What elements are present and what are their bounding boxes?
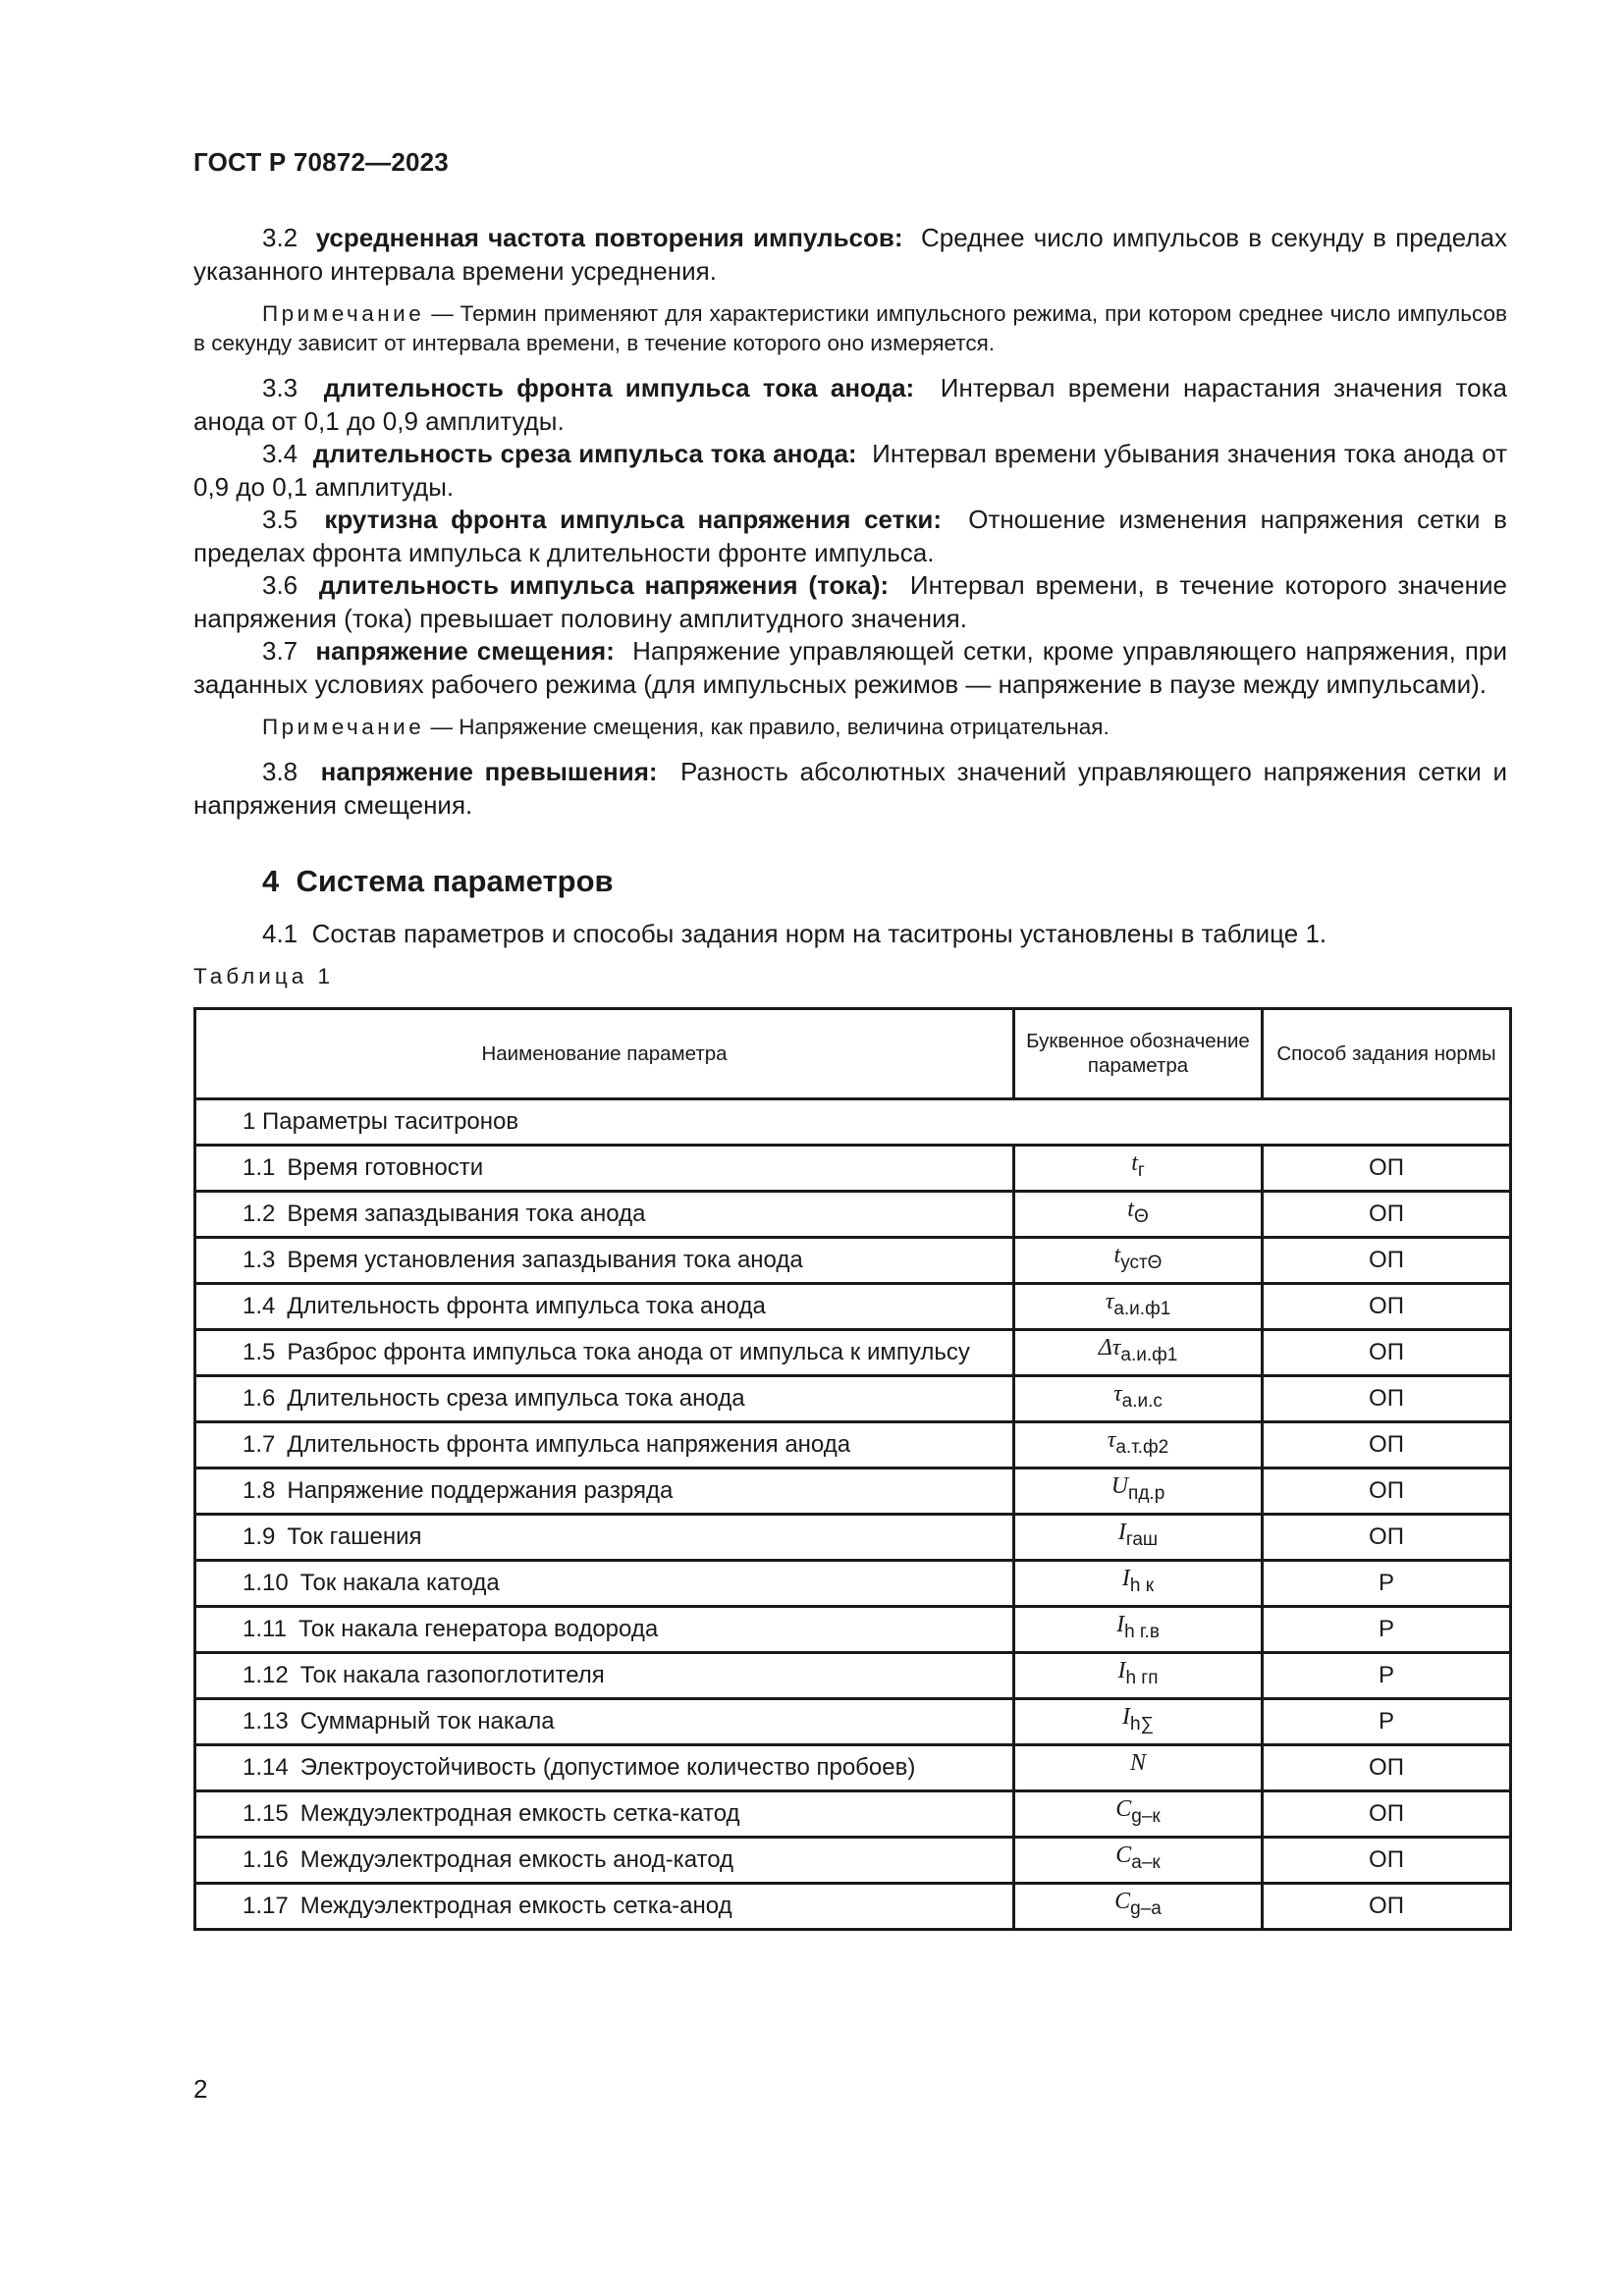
symbol-subscript: h к	[1129, 1575, 1155, 1597]
symbol-cell	[1014, 1329, 1263, 1375]
parameter-name-cell	[195, 1560, 1014, 1606]
symbol-subscript: пд.р	[1128, 1483, 1165, 1505]
norm-method: ОП	[1263, 1468, 1511, 1514]
table-row	[195, 1652, 1511, 1698]
symbol: C	[1115, 1796, 1132, 1823]
symbol-cell	[1014, 1375, 1263, 1421]
document-header: ГОСТ Р 70872—2023	[193, 147, 449, 177]
symbol: τ	[1107, 1427, 1116, 1454]
symbol-subscript: h∑	[1129, 1714, 1155, 1735]
norm-method: ОП	[1263, 1145, 1511, 1191]
symbol-subscript: а.и.ф1	[1113, 1299, 1171, 1320]
symbol: τ	[1105, 1289, 1114, 1315]
row-number: 1.2	[243, 1200, 276, 1227]
symbol-cell	[1014, 1283, 1263, 1329]
symbol: t	[1113, 1243, 1121, 1269]
parameter-name-cell	[195, 1329, 1014, 1375]
clause-3-4	[193, 438, 1507, 504]
note-2	[193, 713, 1507, 742]
table-row	[195, 1468, 1511, 1514]
parameter-name-cell	[195, 1698, 1014, 1744]
table-row	[195, 1698, 1511, 1744]
definition: Интервал времени нарастания значения тока анода от 0,1 до 0,9 амплитуды.	[193, 373, 1507, 436]
norm-method: ОП	[1263, 1283, 1511, 1329]
parameter-name-cell	[195, 1514, 1014, 1560]
symbol-cell	[1014, 1744, 1263, 1790]
symbol: I	[1121, 1566, 1130, 1592]
parameter-name: Разброс фронта импульса тока анода от импульса к импульсу	[287, 1338, 970, 1365]
symbol-cell	[1014, 1514, 1263, 1560]
symbol: C	[1115, 1842, 1132, 1869]
symbol-cell	[1014, 1191, 1263, 1237]
row-number: 1.10	[243, 1569, 289, 1596]
row-number: 1.17	[243, 1892, 289, 1919]
clause-4-1	[193, 918, 1507, 951]
table-body	[195, 1098, 1511, 1929]
row-number: 1.3	[243, 1246, 276, 1273]
norm-method: Р	[1263, 1606, 1511, 1652]
note-1	[193, 299, 1507, 358]
parameter-name: Ток накала генератора водорода	[298, 1615, 659, 1642]
definition: Напряжение управляющей сетки, кроме управляющего напряжения, при заданных условиях рабочего режима (для импульсных режимов — напряжение в паузе между импульсами).	[193, 636, 1507, 699]
row-number: 1.13	[243, 1707, 289, 1735]
row-number: 1.12	[243, 1661, 289, 1688]
parameter-name-cell	[195, 1790, 1014, 1837]
symbol-subscript: а–к	[1131, 1852, 1161, 1874]
table-row	[195, 1790, 1511, 1837]
parameter-name: Междуэлектродная емкость сетка-анод	[299, 1892, 732, 1919]
norm-method: ОП	[1263, 1421, 1511, 1468]
norm-method: Р	[1263, 1698, 1511, 1744]
header-parameter-name: Наименование параметра	[195, 1008, 1014, 1098]
symbol: I	[1117, 1658, 1126, 1684]
symbol: I	[1117, 1520, 1126, 1546]
norm-method: Р	[1263, 1652, 1511, 1698]
clause-text: Состав параметров и способы задания норм на таситроны установлены в таблице 1.	[311, 918, 1327, 948]
symbol-cell	[1014, 1560, 1263, 1606]
symbol-cell	[1014, 1421, 1263, 1468]
clause-number: 4.1	[262, 918, 298, 948]
norm-method: ОП	[1263, 1237, 1511, 1283]
table-row	[195, 1191, 1511, 1237]
parameter-name-cell	[195, 1145, 1014, 1191]
norm-method: ОП	[1263, 1883, 1511, 1929]
header-norm-method: Способ задания нормы	[1263, 1008, 1511, 1098]
section-heading	[262, 865, 1507, 898]
parameter-name: Суммарный ток накала	[299, 1707, 555, 1735]
symbol-cell	[1014, 1145, 1263, 1191]
group-label: 1 Параметры таситронов	[195, 1098, 1511, 1145]
table-group-row	[195, 1098, 1511, 1145]
parameter-name: Время запаздывания тока анода	[287, 1200, 646, 1227]
symbol-subscript: h гп	[1125, 1668, 1159, 1689]
norm-method: ОП	[1263, 1790, 1511, 1837]
table-row	[195, 1145, 1511, 1191]
table-header-row	[195, 1008, 1511, 1098]
table-caption: Таблица 1	[193, 964, 334, 988]
parameter-name-cell	[195, 1375, 1014, 1421]
symbol-cell	[1014, 1237, 1263, 1283]
symbol-cell	[1014, 1652, 1263, 1698]
symbol-subscript: g–а	[1130, 1898, 1162, 1920]
parameter-name-cell	[195, 1421, 1014, 1468]
row-number: 1.6	[243, 1384, 276, 1412]
parameters-table	[193, 1007, 1512, 1931]
row-number: 1.15	[243, 1799, 289, 1827]
row-number: 1.5	[243, 1338, 276, 1365]
symbol-cell	[1014, 1883, 1263, 1929]
row-number: 1.9	[243, 1522, 276, 1550]
clause-3-7	[193, 635, 1507, 701]
table-row	[195, 1606, 1511, 1652]
symbol-subscript: h г.в	[1124, 1622, 1160, 1643]
symbol-cell	[1014, 1698, 1263, 1744]
row-number: 1.16	[243, 1845, 289, 1873]
parameter-name: Напряжение поддержания разряда	[287, 1476, 674, 1504]
symbol-subscript: г	[1137, 1160, 1145, 1182]
parameter-name: Ток накала газопоглотителя	[299, 1661, 605, 1688]
symbol: N	[1129, 1750, 1146, 1777]
symbol: I	[1121, 1704, 1130, 1731]
parameter-name: Длительность среза импульса тока анода	[287, 1384, 745, 1412]
table-row	[195, 1560, 1511, 1606]
symbol: t	[1131, 1150, 1138, 1177]
row-number: 1.7	[243, 1430, 276, 1458]
table-row	[195, 1375, 1511, 1421]
parameter-name-cell	[195, 1837, 1014, 1883]
parameter-name: Междуэлектродная емкость анод-катод	[299, 1845, 734, 1873]
section-title: Система параметров	[296, 864, 614, 898]
parameter-name-cell	[195, 1606, 1014, 1652]
table-row	[195, 1883, 1511, 1929]
term: длительность импульса напряжения (тока):	[318, 570, 890, 600]
clause-number: 3.3	[262, 373, 298, 402]
definition: Разность абсолютных значений управляющего напряжения сетки и напряжения смещения.	[193, 757, 1507, 820]
term: напряжение смещения:	[315, 636, 615, 666]
parameter-name-cell	[195, 1468, 1014, 1514]
table-row	[195, 1514, 1511, 1560]
parameter-name: Ток накала катода	[299, 1569, 500, 1596]
norm-method: ОП	[1263, 1329, 1511, 1375]
definition: Среднее число импульсов в секунду в пределах указанного интервала времени усреднения.	[193, 223, 1508, 286]
symbol-cell	[1014, 1606, 1263, 1652]
row-number: 1.14	[243, 1753, 289, 1781]
definition: Интервал времени убывания значения тока анода от 0,9 до 0,1 амплитуды.	[193, 439, 1508, 502]
parameter-name: Ток гашения	[287, 1522, 422, 1550]
symbol: t	[1127, 1197, 1134, 1223]
term: усредненная частота повторения импульсов:	[315, 223, 903, 252]
definition: Интервал времени, в течение которого значение напряжения (тока) превышает половину амплитудного значения.	[193, 570, 1507, 633]
parameter-name: Длительность фронта импульса напряжения анода	[287, 1430, 851, 1458]
clause-3-2	[193, 222, 1507, 288]
note-label: Примечание	[262, 715, 425, 739]
symbol-cell	[1014, 1790, 1263, 1837]
clause-3-6	[193, 569, 1507, 635]
clause-3-3	[193, 372, 1507, 438]
row-number: 1.11	[243, 1615, 287, 1642]
clause-3-5	[193, 504, 1507, 569]
note-text: — Напряжение смещения, как правило, величина отрицательная.	[430, 715, 1110, 739]
section-number: 4	[262, 864, 280, 898]
symbol: U	[1110, 1473, 1129, 1500]
norm-method: ОП	[1263, 1191, 1511, 1237]
parameter-name-cell	[195, 1883, 1014, 1929]
parameter-name: Электроустойчивость (допустимое количество пробоев)	[299, 1753, 916, 1781]
clause-number: 3.4	[262, 439, 298, 468]
page-number: 2	[193, 2074, 208, 2104]
clause-number: 3.7	[262, 636, 298, 666]
symbol: C	[1114, 1889, 1131, 1915]
row-number: 1.1	[243, 1153, 276, 1181]
parameter-name-cell	[195, 1191, 1014, 1237]
parameter-name-cell	[195, 1744, 1014, 1790]
symbol-subscript: устΘ	[1120, 1253, 1163, 1274]
symbol: τ	[1113, 1381, 1122, 1408]
parameter-name: Время готовности	[287, 1153, 484, 1181]
main-content	[193, 222, 1507, 1931]
clause-number: 3.5	[262, 505, 298, 534]
table-row	[195, 1421, 1511, 1468]
parameter-name: Длительность фронта импульса тока анода	[287, 1292, 766, 1319]
note-text: — Термин применяют для характеристики импульсного режима, при котором среднее число импульсов в секунду зависит от интервала времени, в течение которого оно измеряется.	[193, 301, 1507, 355]
table-row	[195, 1283, 1511, 1329]
symbol-subscript: а.т.ф2	[1115, 1437, 1169, 1459]
symbol-subscript: g–к	[1131, 1806, 1161, 1828]
table-row	[195, 1237, 1511, 1283]
row-number: 1.4	[243, 1292, 276, 1319]
parameter-name-cell	[195, 1283, 1014, 1329]
row-number: 1.8	[243, 1476, 276, 1504]
symbol-subscript: а.и.с	[1121, 1391, 1163, 1413]
table-row	[195, 1329, 1511, 1375]
parameter-name-cell	[195, 1237, 1014, 1283]
table-row	[195, 1744, 1511, 1790]
definition: Отношение изменения напряжения сетки в пределах фронта импульса к длительности фронте импульса.	[193, 505, 1507, 567]
table-row	[195, 1837, 1511, 1883]
parameter-name: Междуэлектродная емкость сетка-катод	[299, 1799, 740, 1827]
note-label: Примечание	[262, 301, 425, 326]
term: напряжение превышения:	[320, 757, 658, 786]
symbol-cell	[1014, 1468, 1263, 1514]
norm-method: ОП	[1263, 1514, 1511, 1560]
header-symbol: Буквенное обозначение параметра	[1014, 1008, 1263, 1098]
term: длительность среза импульса тока анода:	[312, 439, 857, 468]
parameter-name-cell	[195, 1652, 1014, 1698]
symbol-cell	[1014, 1837, 1263, 1883]
term: крутизна фронта импульса напряжения сетки:	[324, 505, 943, 534]
clause-number: 3.8	[262, 757, 298, 786]
clause-number: 3.6	[262, 570, 298, 600]
symbol: Δτ	[1098, 1335, 1121, 1362]
symbol-subscript: Θ	[1133, 1206, 1149, 1228]
symbol: I	[1116, 1612, 1125, 1638]
symbol-subscript: а.и.ф1	[1120, 1345, 1178, 1366]
term: длительность фронта импульса тока анода:	[323, 373, 915, 402]
symbol-subscript: гаш	[1125, 1529, 1159, 1551]
norm-method: Р	[1263, 1560, 1511, 1606]
norm-method: ОП	[1263, 1744, 1511, 1790]
clause-3-8	[193, 756, 1507, 822]
norm-method: ОП	[1263, 1375, 1511, 1421]
parameter-name: Время установления запаздывания тока анода	[287, 1246, 803, 1273]
norm-method: ОП	[1263, 1837, 1511, 1883]
clause-number: 3.2	[262, 223, 298, 252]
